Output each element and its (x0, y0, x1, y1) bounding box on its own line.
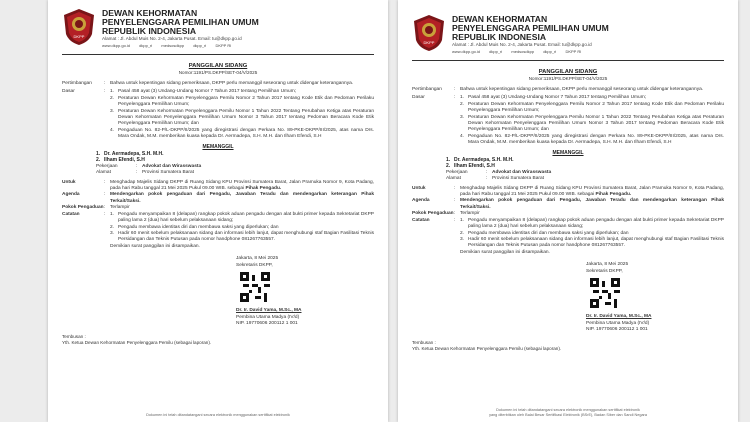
website-link: www.dkpp.go.id (102, 43, 131, 48)
org-address: Alamat : Jl. Abdul Muis No. 2-4, Jakarta Pusat. Email: tu@dkpp.go.id (102, 36, 242, 41)
social-handle: DKPP RI (565, 49, 582, 54)
document-page-right (398, 0, 738, 422)
pokok-pengaduan-section: Pokok Pengaduan : Terlampir (62, 205, 130, 211)
org-name-line3: REPUBLIK INDONESIA (452, 32, 547, 42)
dasar-section: Dasar : 1. Pasal 458 ayat (3) Undang-Undang Nomor 7 Tahun 2017 tentang Pemilihan Umum; 2. Peraturan Dewan Kehormatan Penyelenggara Pemilu Nomor 2 Tahun 2017 tentang Kode Etik dan Pedoman Perilaku Penyelenggara Pemilihan Umum; 3. Peraturan Dewan Kehormatan Penyelenggara Pemilu Nomor 1 Tahun 2022 Tentang Perubahan Ketiga atas Peraturan Dewan Kehormatan Penyelenggara Pemilihan Umum Nomor 3 Tahun 2017 tentang Pedoman Beracara Kode Etik Penyelenggara Pemilihan Umum; dan 4. Pengaduan No. 82-P/L-DKPP/II/2025 yang diregistrasi dengan Perkara No. 89-PKE-DKPP/III/2025, atas nama Drs. Mara Ondak, M.M. memberikan kuasa kepada Dr. Aermadepa, S.H. M.H. dan Ilham Efendi, S.H (62, 89, 374, 140)
letter-number: Nomor:1191/PS.DKPP/SET-04/V/2025 (528, 76, 608, 81)
footer-note: Dokumen ini telah ditandatangani secara elektronik menggunakan sertifikat elektronik (146, 413, 290, 417)
letterhead (412, 14, 724, 58)
org-name-line1: DEWAN KEHORMATAN (452, 14, 548, 24)
pokok-pengaduan-section: Pokok Pengaduan : Terlampir (412, 211, 480, 217)
dkpp-logo-icon (62, 8, 96, 46)
tembusan: Tembusan : Yth. Ketua Dewan Kehormatan Penyelenggara Pemilu (sebagai laporan). (62, 333, 212, 345)
social-handle: medsosdkpp (161, 43, 185, 48)
pertimbangan-section: Pertimbangan : Bahwa untuk kepentingan sidang pemeriksaan, DKPP perlu memanggil seseorang untuk didengar keterangannya. (412, 87, 704, 92)
social-links (452, 49, 589, 54)
header-divider (62, 54, 374, 55)
org-address: Alamat : Jl. Abdul Muis No. 2-4, Jakarta Pusat. Email: tu@dkpp.go.id (452, 42, 592, 47)
member-2: 2. Ilham Efendi, S.H (96, 157, 145, 164)
org-name-line2: PENYELENGGARA PEMILIHAN UMUM (102, 17, 259, 27)
document-page-left (48, 0, 388, 422)
org-name-line3: REPUBLIK INDONESIA (102, 26, 197, 36)
dasar-section: Dasar : 1. Pasal 458 ayat (3) Undang-Undang Nomor 7 Tahun 2017 tentang Pemilihan Umum; 2. Peraturan Dewan Kehormatan Penyelenggara Pemilu Nomor 2 Tahun 2017 tentang Kode Etik dan Pedoman Perilaku Penyelenggara Pemilihan Umum; 3. Peraturan Dewan Kehormatan Penyelenggara Pemilu Nomor 1 Tahun 2022 Tentang Perubahan Ketiga atas Peraturan Dewan Kehormatan Penyelenggara Pemilihan Umum Nomor 3 Tahun 2017 tentang Pedoman Beracara Kode Etik Penyelenggara Pemilihan Umum; dan 4. Pengaduan No. 82-P/L-DKPP/II/2025 yang diregistrasi dengan Perkara No. 89-PKE-DKPP/III/2025, atas nama Drs. Mara Ondak, M.M. memberikan kuasa kepada Dr. Aermadepa, S.H. M.H. dan Ilham Efendi, S.H (412, 95, 724, 146)
svg-text:DKPP: DKPP (423, 40, 435, 45)
letter-title: PANGGILAN SIDANG (538, 69, 598, 75)
signature-block: Jakarta, 8 Mei 2025 Sekretaris DKPP, Dr. Ir. David Yama, M.Sc., MA Pembina Utama Madya (IV/d) NIP. 19770606 200112 1 001 (236, 256, 302, 327)
social-handle: dkpp_ri (139, 43, 153, 48)
letter-title: PANGGILAN SIDANG (188, 63, 248, 69)
social-handle: DKPP RI (215, 43, 232, 48)
org-name-line1: DEWAN KEHORMATAN (102, 8, 198, 18)
letterhead (62, 8, 374, 52)
org-name-line2: PENYELENGGARA PEMILIHAN UMUM (452, 23, 609, 33)
header-divider (412, 60, 724, 61)
social-handle: dkpp_ri (193, 43, 207, 48)
letter-number: Nomor:1191/PS.DKPP/SET-04/V/2025 (178, 70, 258, 75)
website-link: www.dkpp.go.id (452, 49, 481, 54)
social-links (102, 43, 239, 48)
member-1: 1. Dr. Aermadepa, S.H. M.H. (446, 156, 514, 163)
footer-note: Dokumen ini telah ditandatangani secara elektronik menggunakan sertifikat elektronik yang diterbitkan oleh Balai Besar Sertifikasi Elektronik (BSrE), Badan Siber dan Sandi Negara (489, 408, 647, 417)
qr-code-icon (590, 278, 620, 308)
agenda-section: Agenda : Mendengarkan pokok pengaduan dari Pengadu, Jawaban Teradu dan mendengarkan keterangan Pihak Terkait/Saksi. (412, 198, 724, 210)
catatan-section: Catatan : 1. Pengadu menyampaikan 8 (delapan) rangkap pokok aduan pengadu dengan alat bukti primer kepada Sekretariat DKPP paling lama 2 (dua) hari sebelum pelaksanaan sidang; 2. Pengadu membawa identitas diri dan membawa saksi yang diperlukan; dan 3. Hadir 60 menit sebelum pelaksanaan sidang dan informasi lebih lanjut, dapat menghubungi staf Bagian Fasilitasi Teknis Persidangan dan Teknis Putusan pada nomor handphone 081267763557. Demikian surat panggilan ini disampaikan. (412, 217, 724, 255)
memanggil-heading: MEMANGGIL (552, 149, 584, 156)
tembusan: Tembusan : Yth. Ketua Dewan Kehormatan Penyelenggara Pemilu (sebagai laporan). (412, 339, 562, 351)
pertimbangan-section: Pertimbangan : Bahwa untuk kepentingan sidang pemeriksaan, DKPP perlu memanggil seseorang untuk didengar keterangannya. (62, 81, 354, 86)
member-2: 2. Ilham Efendi, S.H (446, 163, 495, 170)
signature-block: Jakarta, 8 Mei 2025 Sekretaris DKPP, Dr. Ir. David Yama, M.Sc., MA Pembina Utama Madya (IV/d) NIP. 19770606 200112 1 001 (586, 262, 652, 333)
agenda-section: Agenda : Mendengarkan pokok pengaduan dari Pengadu, Jawaban Teradu dan mendengarkan keterangan Pihak Terkait/Saksi. (62, 192, 374, 204)
dkpp-logo-icon (412, 14, 446, 52)
social-handle: dkpp_ri (489, 49, 503, 54)
social-handle: dkpp_ri (543, 49, 557, 54)
alamat-row: Alamat : Provinsi Sumatera Barat (96, 170, 194, 176)
member-1: 1. Dr. Aermadepa, S.H. M.H. (96, 150, 164, 157)
qr-code-icon (240, 272, 270, 302)
untuk-section: Untuk : Menghadap Majelis Sidang DKPP di Ruang Sidang KPU Provinsi Sumatera Barat, Jalan Pramuka Nomor 9, Kota Padang, pada hari Rabu tanggal 21 Mei 2025 Pukul 09.00 WIB. sebagai Pihak Pengadu. (62, 179, 374, 192)
memanggil-heading: MEMANGGIL (202, 143, 234, 150)
svg-text:DKPP: DKPP (73, 34, 85, 39)
untuk-section: Untuk : Menghadap Majelis Sidang DKPP di Ruang Sidang KPU Provinsi Sumatera Barat, Jalan Pramuka Nomor 9, Kota Padang, pada hari Rabu tanggal 21 Mei 2025 Pukul 09.00 WIB. sebagai Pihak Pengadu. (412, 185, 724, 198)
pekerjaan-row: Pekerjaan : Advokat dan Wirasswasta (446, 169, 552, 175)
catatan-section: Catatan : 1. Pengadu menyampaikan 8 (delapan) rangkap pokok aduan pengadu dengan alat bukti primer kepada Sekretariat DKPP paling lama 2 (dua) hari sebelum pelaksanaan sidang; 2. Pengadu membawa identitas diri dan membawa saksi yang diperlukan; dan 3. Hadir 60 menit sebelum pelaksanaan sidang dan informasi lebih lanjut, dapat menghubungi staf Bagian Fasilitasi Teknis Persidangan dan Teknis Putusan pada nomor handphone 081267763557. Demikian surat panggilan ini disampaikan. (62, 211, 374, 249)
pekerjaan-row: Pekerjaan : Advokat dan Wirasswasta (96, 163, 202, 169)
alamat-row: Alamat : Provinsi Sumatera Barat (446, 176, 544, 182)
social-handle: medsosdkpp (511, 49, 535, 54)
